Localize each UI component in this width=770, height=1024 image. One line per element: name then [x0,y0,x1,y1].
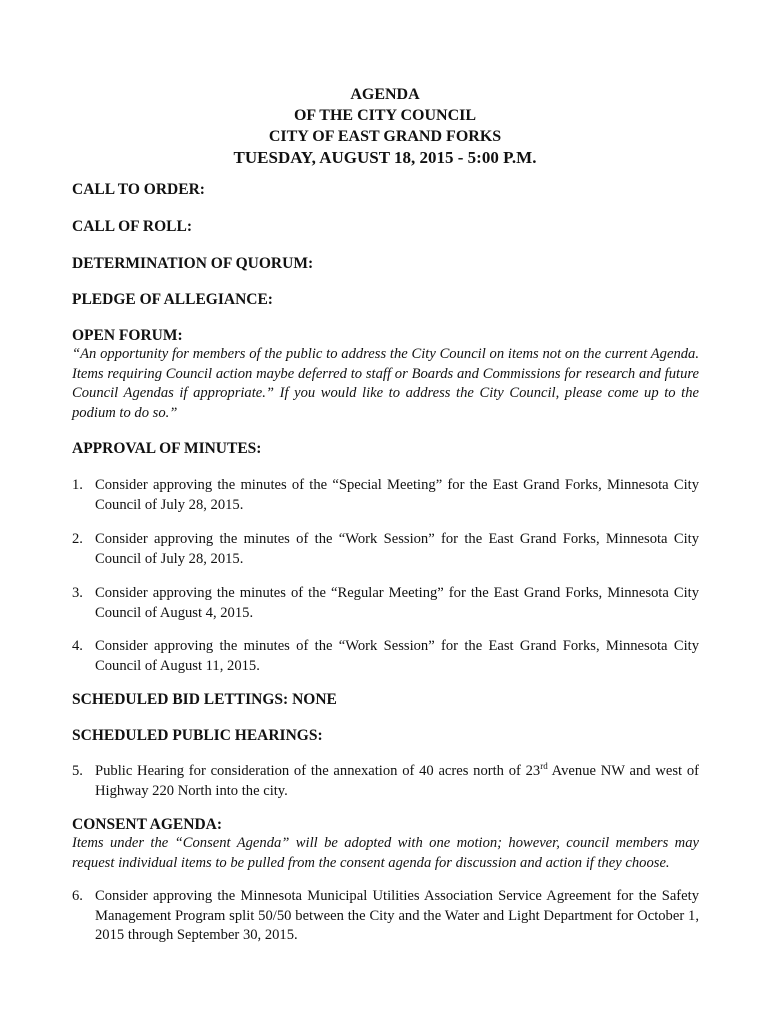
ordinal-suffix: rd [540,761,548,772]
pledge-heading: PLEDGE OF ALLEGIANCE: [72,291,273,308]
consent-agenda-heading: CONSENT AGENDA: [72,816,223,833]
open-forum-text: “An opportunity for members of the public to address the City Council on items not on the current Agenda. Items requiring Council action maybe deferred to staff or Boards and Commissions for research and future Council Agendas if appropriate.” If you would like to address the City Council, please come up to the podium to do so.” [72,346,699,421]
approval-minutes-heading: APPROVAL OF MINUTES: [72,440,262,457]
item-text: Consider approving the minutes of the “Work Session” for the East Grand Forks, Minnesota City Council of July 28, 2015. [95,531,699,567]
item-number: 6. [72,888,83,904]
item-number: 1. [72,477,83,493]
item-text: Consider approving the minutes of the “Regular Meeting” for the East Grand Forks, Minnesota City Council of August 4, 2015. [95,585,699,621]
agenda-header [0,84,770,168]
agenda-item-6 [72,887,699,946]
call-of-roll-heading: CALL OF ROLL: [72,218,192,235]
call-to-order-heading: CALL TO ORDER: [72,181,205,198]
public-hearings-heading: SCHEDULED PUBLIC HEARINGS: [72,727,323,744]
agenda-title: AGENDA [350,86,420,103]
item-number: 5. [72,763,83,779]
item-text-part-a: Public Hearing for consideration of the annexation of 40 acres north of 23 [95,763,541,779]
agenda-item-2 [72,530,699,569]
item-text: Consider approving the minutes of the “Work Session” for the East Grand Forks, Minnesota City Council of August 11, 2015. [95,638,699,674]
quorum-heading: DETERMINATION OF QUORUM: [72,255,314,272]
agenda-item-3 [72,584,699,623]
item-number: 2. [72,531,83,547]
meeting-date: TUESDAY, AUGUST 18, 2015 - 5:00 P.M. [233,148,537,167]
item-text-part-b: Avenue NW and west of Highway 220 North into the city. [95,763,699,799]
item-text: Consider approving the minutes of the “Special Meeting” for the East Grand Forks, Minnesota City Council of July 28, 2015. [95,477,699,513]
consent-agenda-text: Items under the “Consent Agenda” will be adopted with one motion; however, council members may request individual items to be pulled from the consent agenda for discussion and action if they choose. [72,835,699,871]
council-title: OF THE CITY COUNCIL [293,107,477,124]
item-text: Consider approving the Minnesota Municipal Utilities Association Service Agreement for the Safety Management Program split 50/50 between the City and the Water and Light Department for October 1, 2015 through September 30, 2015. [95,888,699,943]
open-forum-heading: OPEN FORUM: [72,327,183,344]
agenda-item-5 [72,762,699,801]
item-number: 4. [72,638,83,654]
agenda-item-1 [72,476,699,515]
agenda-item-4 [72,637,699,676]
item-number: 3. [72,585,83,601]
city-title: CITY OF EAST GRAND FORKS [268,128,502,145]
item-text [95,762,699,801]
bid-lettings-heading: SCHEDULED BID LETTINGS: NONE [72,691,337,708]
